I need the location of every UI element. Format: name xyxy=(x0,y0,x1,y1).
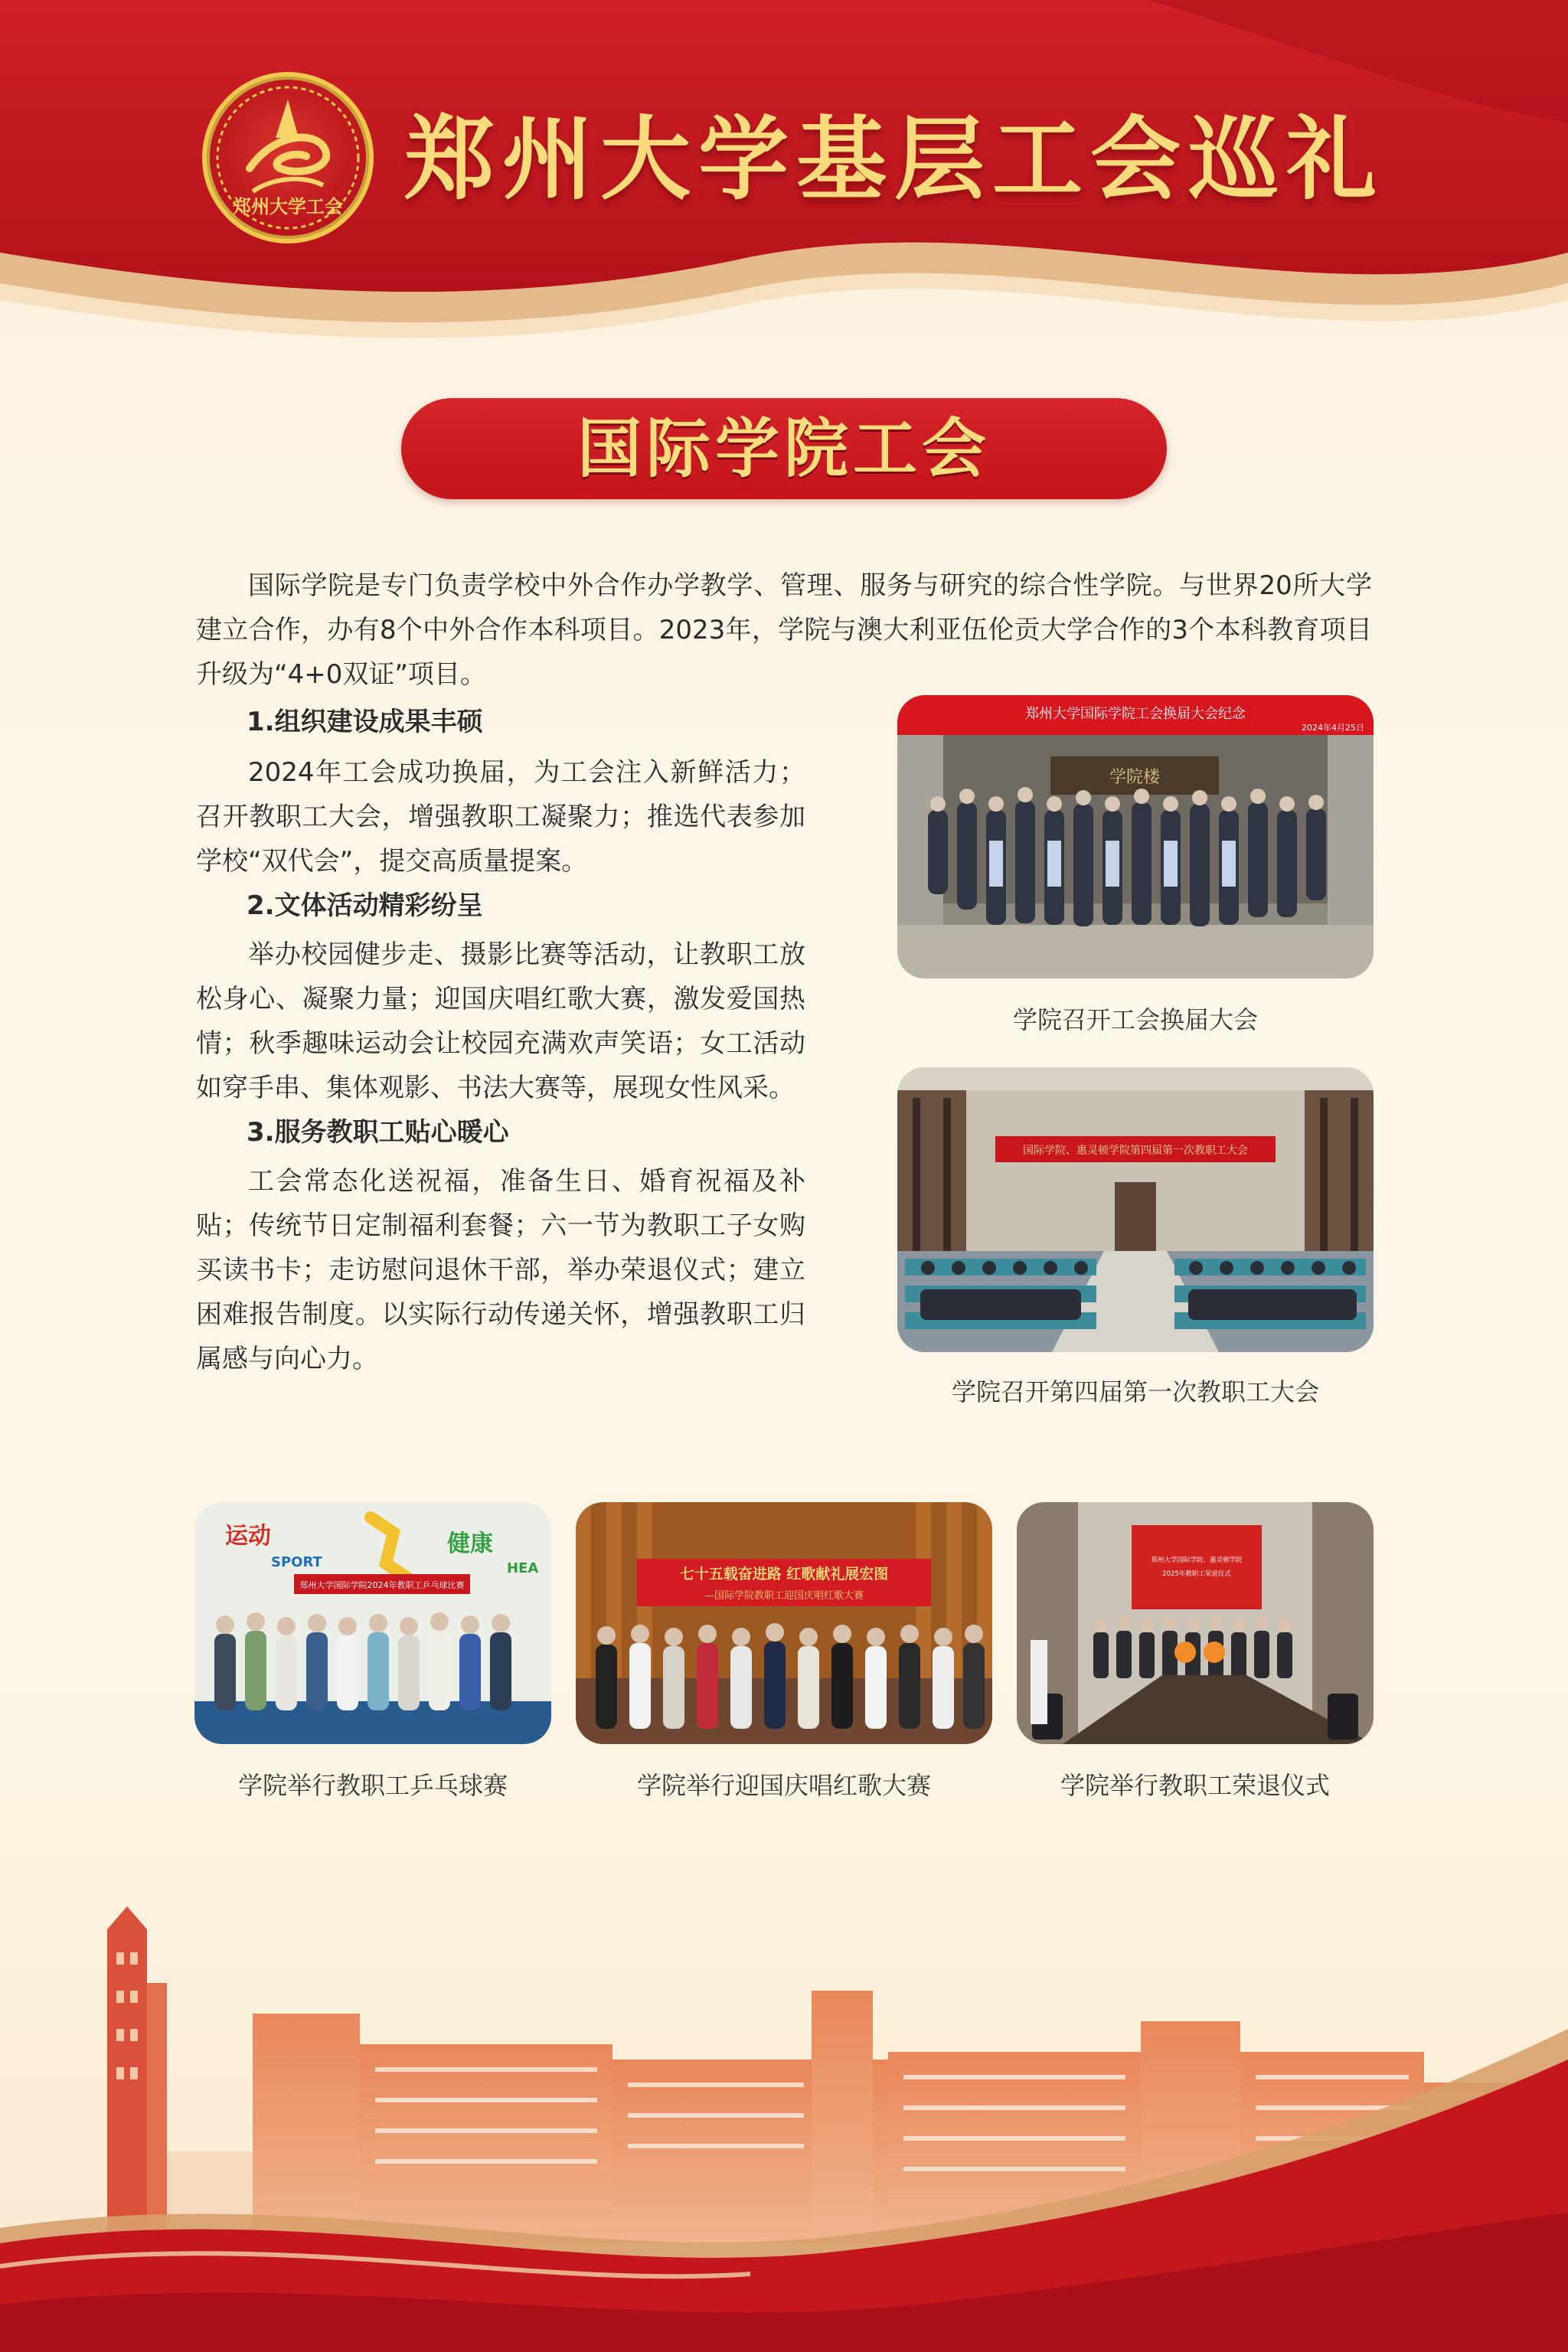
photo-retirement-ceremony xyxy=(1017,1502,1374,1744)
photo-date-text: 2024年4月25日 xyxy=(1302,723,1364,733)
item-text-organization: 2024年工会成功换届，为工会注入新鲜活力；召开教职工大会，增强教职工凝聚力；推选代表参加学校“双代会”，提交高质量提案。 xyxy=(196,757,805,877)
photo-screen-line2: 2025年教职工荣退仪式 xyxy=(1162,1570,1231,1578)
item-heading-organization: 1.组织建设成果丰硕 xyxy=(247,707,483,737)
photo-staff-congress xyxy=(897,1067,1374,1352)
photo-sign-right-en: HEA xyxy=(507,1560,539,1576)
photo-union-election xyxy=(897,695,1374,978)
caption-retirement-ceremony: 学院举行教职工荣退仪式 xyxy=(1060,1771,1330,1800)
poster-title: 郑州大学基层工会巡礼 xyxy=(404,106,1385,212)
photo-banner-text: 郑州大学国际学院2024年教职工乒乓球比赛 xyxy=(299,1580,465,1590)
photo-banner-text: 国际学院、惠灵顿学院第四届第一次教职工大会 xyxy=(1023,1145,1248,1157)
footer-skyline xyxy=(0,1906,1568,2352)
item-text-activities: 举办校园健步走、摄影比赛等活动，让教职工放松身心、凝聚力量；迎国庆唱红歌大赛，激发爱国热情；秋季趣味运动会让校园充满欢声笑语；女工活动如穿手串、集体观影、书法大赛等，展现女性风采。 xyxy=(196,939,805,1103)
emblem-label: 郑州大学工会 xyxy=(233,195,343,217)
photo-banner-text: 郑州大学国际学院工会换届大会纪念 xyxy=(1025,706,1246,722)
photo-red-song-contest xyxy=(576,1502,992,1744)
intro-paragraph: 国际学院是专门负责学校中外合作办学教学、管理、服务与研究的综合性学院。与世界20所大学建立合作，办有8个中外合作本科项目。2023年，学院与澳大利亚伍伦贡大学合作的3个本科教育项目升级为“4+0双证”项目。 xyxy=(196,570,1372,690)
photo-plaque-text: 学院楼 xyxy=(1109,768,1161,787)
caption-table-tennis: 学院举行教职工乒乓球赛 xyxy=(237,1771,508,1800)
photo-sign-right: 健康 xyxy=(447,1530,493,1557)
section-title-pill xyxy=(401,398,1167,499)
photo-sign-left-en: SPORT xyxy=(271,1554,322,1570)
photo-screen-line1: 郑州大学国际学院、惠灵顿学院 xyxy=(1151,1557,1243,1564)
photo-sign-left: 运动 xyxy=(225,1523,271,1550)
caption-staff-congress: 学院召开第四届第一次教职工大会 xyxy=(951,1377,1319,1406)
photo-banner-line2: —国际学院教职工迎国庆唱红歌大赛 xyxy=(704,1590,864,1602)
caption-red-song-contest: 学院举行迎国庆唱红歌大赛 xyxy=(636,1771,931,1800)
photo-table-tennis xyxy=(194,1502,551,1744)
photo-banner-line1: 七十五载奋进路 红歌献礼展宏图 xyxy=(679,1566,889,1583)
union-emblem xyxy=(202,72,374,243)
section-title: 国际学院工会 xyxy=(577,411,991,486)
item-heading-service: 3.服务教职工贴心暖心 xyxy=(247,1117,509,1148)
caption-union-election: 学院召开工会换届大会 xyxy=(1012,1005,1258,1034)
item-heading-activities: 2.文体活动精彩纷呈 xyxy=(247,890,483,921)
item-text-service: 工会常态化送祝福，准备生日、婚育祝福及补贴；传统节日定制福利套餐；六一节为教职工子女购买读书卡；走访慰问退休干部，举办荣退仪式；建立困难报告制度。以实际行动传递关怀，增强教职工归属感与向心力。 xyxy=(196,1166,805,1374)
